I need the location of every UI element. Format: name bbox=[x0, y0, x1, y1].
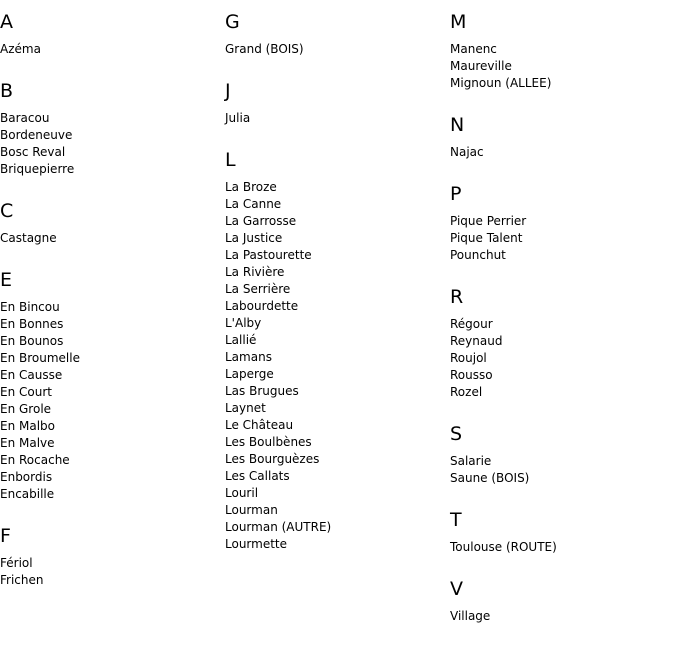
index-column-1 bbox=[0, 0, 220, 611]
index-column-2 bbox=[225, 0, 445, 575]
street-link-regour[interactable]: Régour bbox=[450, 317, 493, 331]
street-list bbox=[450, 453, 670, 487]
street-link-en-malve[interactable]: En Malve bbox=[0, 436, 55, 450]
street-list bbox=[450, 608, 670, 625]
street-link-les-bourguezes[interactable]: Les Bourguèzes bbox=[225, 452, 320, 466]
letter-group-r bbox=[450, 286, 670, 401]
street-link-bordeneuve[interactable]: Bordeneuve bbox=[0, 128, 73, 142]
street-link-en-grole[interactable]: En Grole bbox=[0, 402, 52, 416]
index-column-3 bbox=[450, 0, 670, 647]
street-list bbox=[225, 41, 445, 58]
street-link-toulouse-route[interactable]: Toulouse (ROUTE) bbox=[450, 540, 557, 554]
street-link-la-broze[interactable]: La Broze bbox=[225, 180, 277, 194]
street-list bbox=[450, 41, 670, 92]
street-link-manenc[interactable]: Manenc bbox=[450, 42, 497, 56]
street-link-la-serriere[interactable]: La Serrière bbox=[225, 282, 291, 296]
letter-heading-p: P bbox=[450, 183, 462, 205]
letter-group-j bbox=[225, 80, 445, 127]
street-link-en-causse[interactable]: En Causse bbox=[0, 368, 63, 382]
letter-heading-l: L bbox=[225, 149, 236, 171]
street-link-village[interactable]: Village bbox=[450, 609, 491, 623]
letter-group-s bbox=[450, 423, 670, 487]
street-link-l-alby[interactable]: L'Alby bbox=[225, 316, 262, 330]
street-list bbox=[450, 213, 670, 264]
street-link-les-boulbenes[interactable]: Les Boulbènes bbox=[225, 435, 312, 449]
street-link-pounchut[interactable]: Pounchut bbox=[450, 248, 506, 262]
street-list bbox=[450, 316, 670, 401]
street-link-la-riviere[interactable]: La Rivière bbox=[225, 265, 285, 279]
street-link-en-broumelle[interactable]: En Broumelle bbox=[0, 351, 80, 365]
street-link-laynet[interactable]: Laynet bbox=[225, 401, 266, 415]
letter-heading-n: N bbox=[450, 114, 465, 136]
letter-heading-j: J bbox=[225, 80, 231, 102]
letter-heading-a: A bbox=[0, 11, 13, 33]
street-link-le-chateau[interactable]: Le Château bbox=[225, 418, 294, 432]
street-link-maureville[interactable]: Maureville bbox=[450, 59, 512, 73]
street-list bbox=[225, 179, 445, 553]
street-link-la-canne[interactable]: La Canne bbox=[225, 197, 282, 211]
street-link-rozel[interactable]: Rozel bbox=[450, 385, 483, 399]
street-link-enbordis[interactable]: Enbordis bbox=[0, 470, 53, 484]
street-link-en-court[interactable]: En Court bbox=[0, 385, 52, 399]
street-link-azema[interactable]: Azéma bbox=[0, 42, 41, 56]
street-link-saune-bois[interactable]: Saune (BOIS) bbox=[450, 471, 530, 485]
letter-group-t bbox=[450, 509, 670, 556]
letter-heading-r: R bbox=[450, 286, 464, 308]
letter-heading-s: S bbox=[450, 423, 463, 445]
letter-heading-e: E bbox=[0, 269, 13, 291]
street-link-pique-perrier[interactable]: Pique Perrier bbox=[450, 214, 527, 228]
street-link-lallie[interactable]: Lallié bbox=[225, 333, 257, 347]
letter-group-l bbox=[225, 149, 445, 553]
letter-group-a bbox=[0, 11, 220, 58]
street-link-lourman-autre[interactable]: Lourman (AUTRE) bbox=[225, 520, 332, 534]
street-link-castagne[interactable]: Castagne bbox=[0, 231, 57, 245]
letter-heading-t: T bbox=[450, 509, 462, 531]
letter-group-m bbox=[450, 11, 670, 92]
street-link-pique-talent[interactable]: Pique Talent bbox=[450, 231, 523, 245]
letter-group-p bbox=[450, 183, 670, 264]
street-link-louril[interactable]: Louril bbox=[225, 486, 259, 500]
street-link-salarie[interactable]: Salarie bbox=[450, 454, 492, 468]
street-link-baracou[interactable]: Baracou bbox=[0, 111, 50, 125]
street-list bbox=[450, 539, 670, 556]
street-link-mignoun-allee[interactable]: Mignoun (ALLEE) bbox=[450, 76, 552, 90]
letter-heading-m: M bbox=[450, 11, 467, 33]
street-link-roujol[interactable]: Roujol bbox=[450, 351, 487, 365]
street-link-feriol[interactable]: Fériol bbox=[0, 556, 33, 570]
street-link-laperge[interactable]: Laperge bbox=[225, 367, 274, 381]
letter-heading-g: G bbox=[225, 11, 240, 33]
letter-heading-f: F bbox=[0, 525, 11, 547]
street-link-la-garrosse[interactable]: La Garrosse bbox=[225, 214, 297, 228]
street-list bbox=[0, 299, 220, 503]
street-link-julia[interactable]: Julia bbox=[225, 111, 251, 125]
letter-group-c bbox=[0, 200, 220, 247]
letter-heading-v: V bbox=[450, 578, 463, 600]
street-list bbox=[0, 41, 220, 58]
letter-group-f bbox=[0, 525, 220, 589]
street-link-en-bounos[interactable]: En Bounos bbox=[0, 334, 64, 348]
street-link-frichen[interactable]: Frichen bbox=[0, 573, 44, 587]
street-link-lamans[interactable]: Lamans bbox=[225, 350, 272, 364]
letter-group-v bbox=[450, 578, 670, 625]
street-list bbox=[450, 144, 670, 161]
street-link-las-brugues[interactable]: Las Brugues bbox=[225, 384, 299, 398]
street-link-lourman[interactable]: Lourman bbox=[225, 503, 278, 517]
street-list bbox=[225, 110, 445, 127]
street-link-en-bincou[interactable]: En Bincou bbox=[0, 300, 60, 314]
street-link-briquepierre[interactable]: Briquepierre bbox=[0, 162, 75, 176]
street-link-en-bonnes[interactable]: En Bonnes bbox=[0, 317, 64, 331]
street-link-rousso[interactable]: Rousso bbox=[450, 368, 493, 382]
street-link-les-callats[interactable]: Les Callats bbox=[225, 469, 290, 483]
street-list bbox=[0, 230, 220, 247]
street-list bbox=[0, 555, 220, 589]
street-list bbox=[0, 110, 220, 178]
letter-group-b bbox=[0, 80, 220, 178]
street-link-la-justice[interactable]: La Justice bbox=[225, 231, 283, 245]
street-link-labourdette[interactable]: Labourdette bbox=[225, 299, 299, 313]
letter-heading-c: C bbox=[0, 200, 14, 222]
street-link-lourmette[interactable]: Lourmette bbox=[225, 537, 288, 551]
street-link-en-rocache[interactable]: En Rocache bbox=[0, 453, 70, 467]
street-link-bosc-reval[interactable]: Bosc Reval bbox=[0, 145, 66, 159]
street-link-encabille[interactable]: Encabille bbox=[0, 487, 55, 501]
street-link-reynaud[interactable]: Reynaud bbox=[450, 334, 503, 348]
letter-group-n bbox=[450, 114, 670, 161]
letter-group-g bbox=[225, 11, 445, 58]
street-link-grand-bois[interactable]: Grand (BOIS) bbox=[225, 42, 304, 56]
letter-group-e bbox=[0, 269, 220, 503]
letter-heading-b: B bbox=[0, 80, 14, 102]
street-link-najac[interactable]: Najac bbox=[450, 145, 484, 159]
street-link-la-pastourette[interactable]: La Pastourette bbox=[225, 248, 312, 262]
street-link-en-malbo[interactable]: En Malbo bbox=[0, 419, 56, 433]
